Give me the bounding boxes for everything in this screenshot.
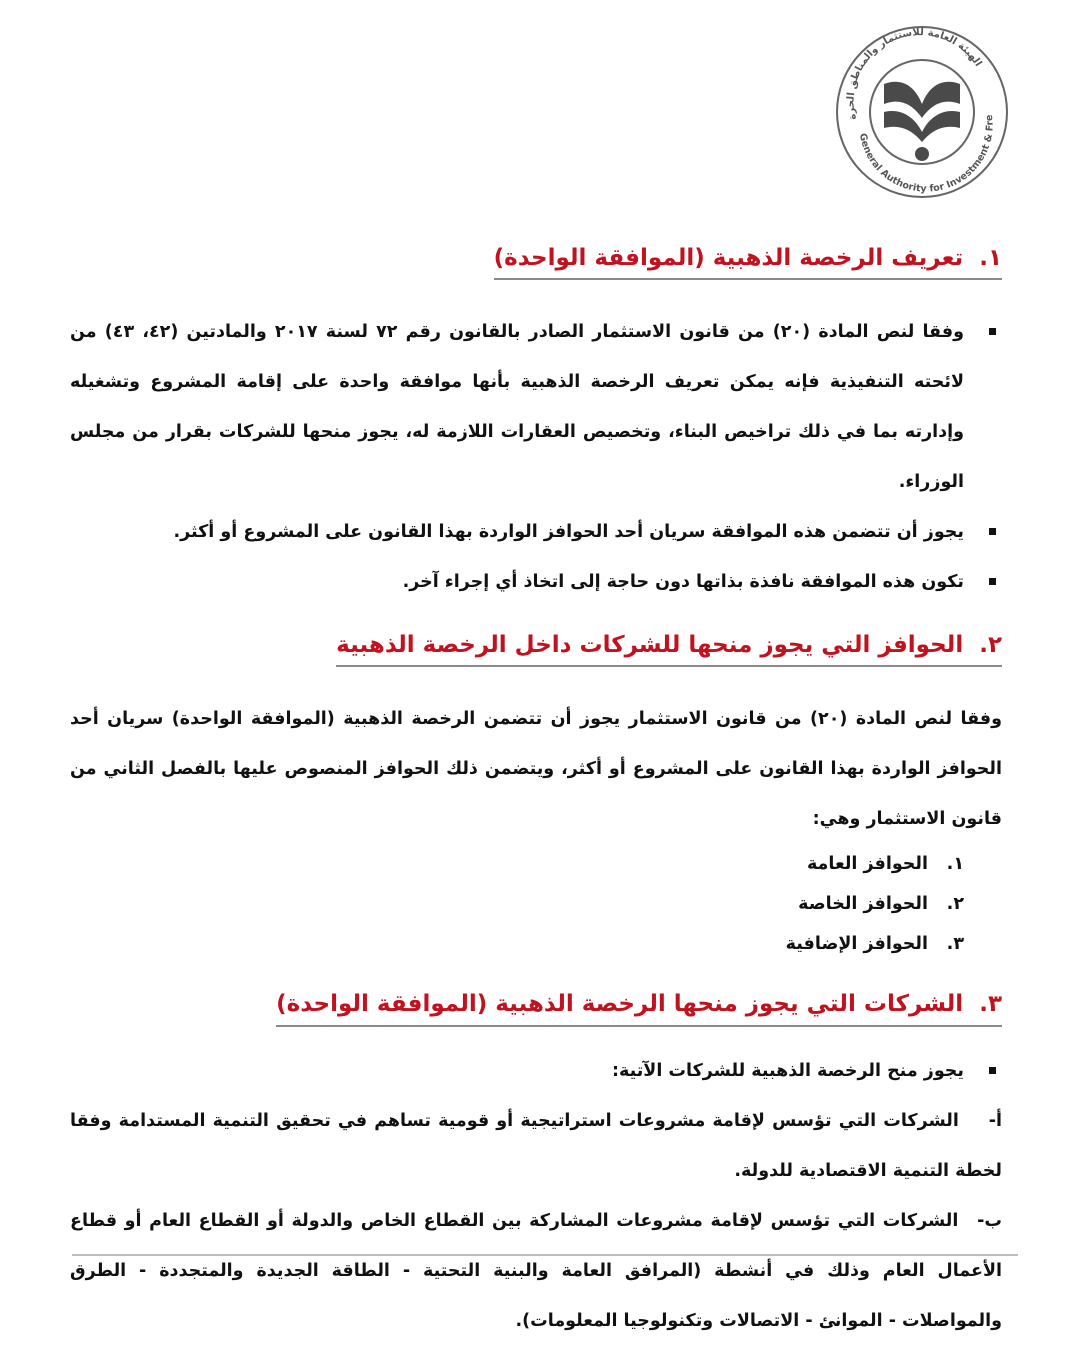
bullet-list	[70, 307, 1002, 607]
section-number: ١.	[979, 245, 1002, 272]
bullet-item	[70, 507, 1002, 557]
bullet-text: يجوز أن تتضمن هذه الموافقة سريان أحد الحوافز الواردة بهذا القانون على المشروع أو أكثر.	[173, 522, 964, 543]
item-text: الحوافز العامة	[806, 854, 928, 875]
bullet-list	[70, 1046, 1002, 1096]
open-book-icon	[884, 82, 960, 161]
seal-emblem-icon	[834, 24, 1010, 200]
bullet-text: تكون هذه الموافقة نافذة بذاتها دون حاجة إلى اتخاذ أي إجراء آخر.	[402, 572, 964, 593]
bullet-icon	[989, 1067, 996, 1074]
lettered-item	[70, 1196, 1002, 1346]
section-paragraph: وفقا لنص المادة (٢٠) من قانون الاستثمار يجوز أن تتضمن الرخصة الذهبية (الموافقة الواحدة) سريان أحد الحوافز الواردة بهذا القانون على المشروع أو أكثر، ويتضمن ذلك الحوافز المنصوص عليها بالفصل الثاني من قانون الاستثمار وهي:	[70, 709, 1003, 830]
bullet-item	[70, 307, 1002, 507]
footer-divider	[72, 1254, 1018, 1256]
section-number: ٢.	[979, 632, 1002, 659]
section-incentives	[70, 611, 1002, 964]
bullet-icon	[989, 578, 996, 585]
seal-arabic-text: الهيئة العامة للاستثمار والمناطق الحرة	[845, 27, 984, 121]
bullet-icon	[989, 328, 996, 335]
section-title: الحوافز التي يجوز منحها للشركات داخل الرخصة الذهبية	[336, 632, 964, 659]
seal-english-text: General Authority for Investment & Fre	[856, 113, 996, 195]
item-number: ٣.	[946, 934, 964, 955]
bullet-item	[70, 1046, 1002, 1096]
list-item	[70, 924, 964, 964]
lettered-item	[70, 1096, 1002, 1196]
authority-seal-logo	[834, 24, 1010, 200]
item-letter: أ-	[988, 1110, 1002, 1131]
item-text: الشركات التي تؤسس لإقامة مشروعات استراتيجية أو قومية تساهم في تحقيق التنمية المستدامة وفقا لخطة التنمية الاقتصادية للدولة.	[70, 1110, 1002, 1181]
item-letter: ب-	[977, 1210, 1002, 1231]
section-heading	[336, 630, 1002, 667]
section-golden-license-definition	[70, 224, 1002, 607]
bullet-text: يجوز منح الرخصة الذهبية للشركات الآتية:	[611, 1060, 964, 1081]
bullet-icon	[989, 528, 996, 535]
section-heading	[276, 989, 1002, 1026]
incentives-list	[70, 844, 1002, 964]
document-body	[70, 224, 1002, 1346]
section-eligible-companies	[70, 970, 1002, 1345]
section-title: تعريف الرخصة الذهبية (الموافقة الواحدة)	[493, 245, 964, 272]
section-title: الشركات التي يجوز منحها الرخصة الذهبية (الموافقة الواحدة)	[276, 991, 964, 1018]
item-text: الحوافز الخاصة	[798, 894, 928, 915]
list-item	[70, 884, 964, 924]
item-number: ٢.	[946, 894, 964, 915]
bullet-item	[70, 557, 1002, 607]
item-text: الشركات التي تؤسس لإقامة مشروعات المشاركة بين القطاع الخاص والدولة أو القطاع العام أو قطاع الأعمال العام وذلك في أنشطة (المرافق العامة والبنية التحتية - الطاقة الجديدة والمتجددة - الطرق والمواصلات - الموانئ - الاتصالات وتكنولوجيا المعلومات).	[70, 1210, 1002, 1331]
section-heading	[494, 243, 1002, 280]
list-item	[70, 844, 964, 884]
item-number: ١.	[946, 854, 964, 875]
bullet-text: وفقا لنص المادة (٢٠) من قانون الاستثمار الصادر بالقانون رقم ٧٢ لسنة ٢٠١٧ والمادتين (٤٢، ٤٣) من لائحته التنفيذية فإنه يمكن تعريف الرخصة الذهبية بأنها موافقة واحدة على إقامة المشروع وتشغيله وإدارته بما في ذلك تراخيص البناء، وتخصيص العقارات اللازمة له، يجوز منحها للشركات بقرار من مجلس الوزراء.	[70, 322, 964, 493]
section-number: ٣.	[979, 991, 1002, 1018]
item-text: الحوافز الإضافية	[785, 934, 928, 955]
